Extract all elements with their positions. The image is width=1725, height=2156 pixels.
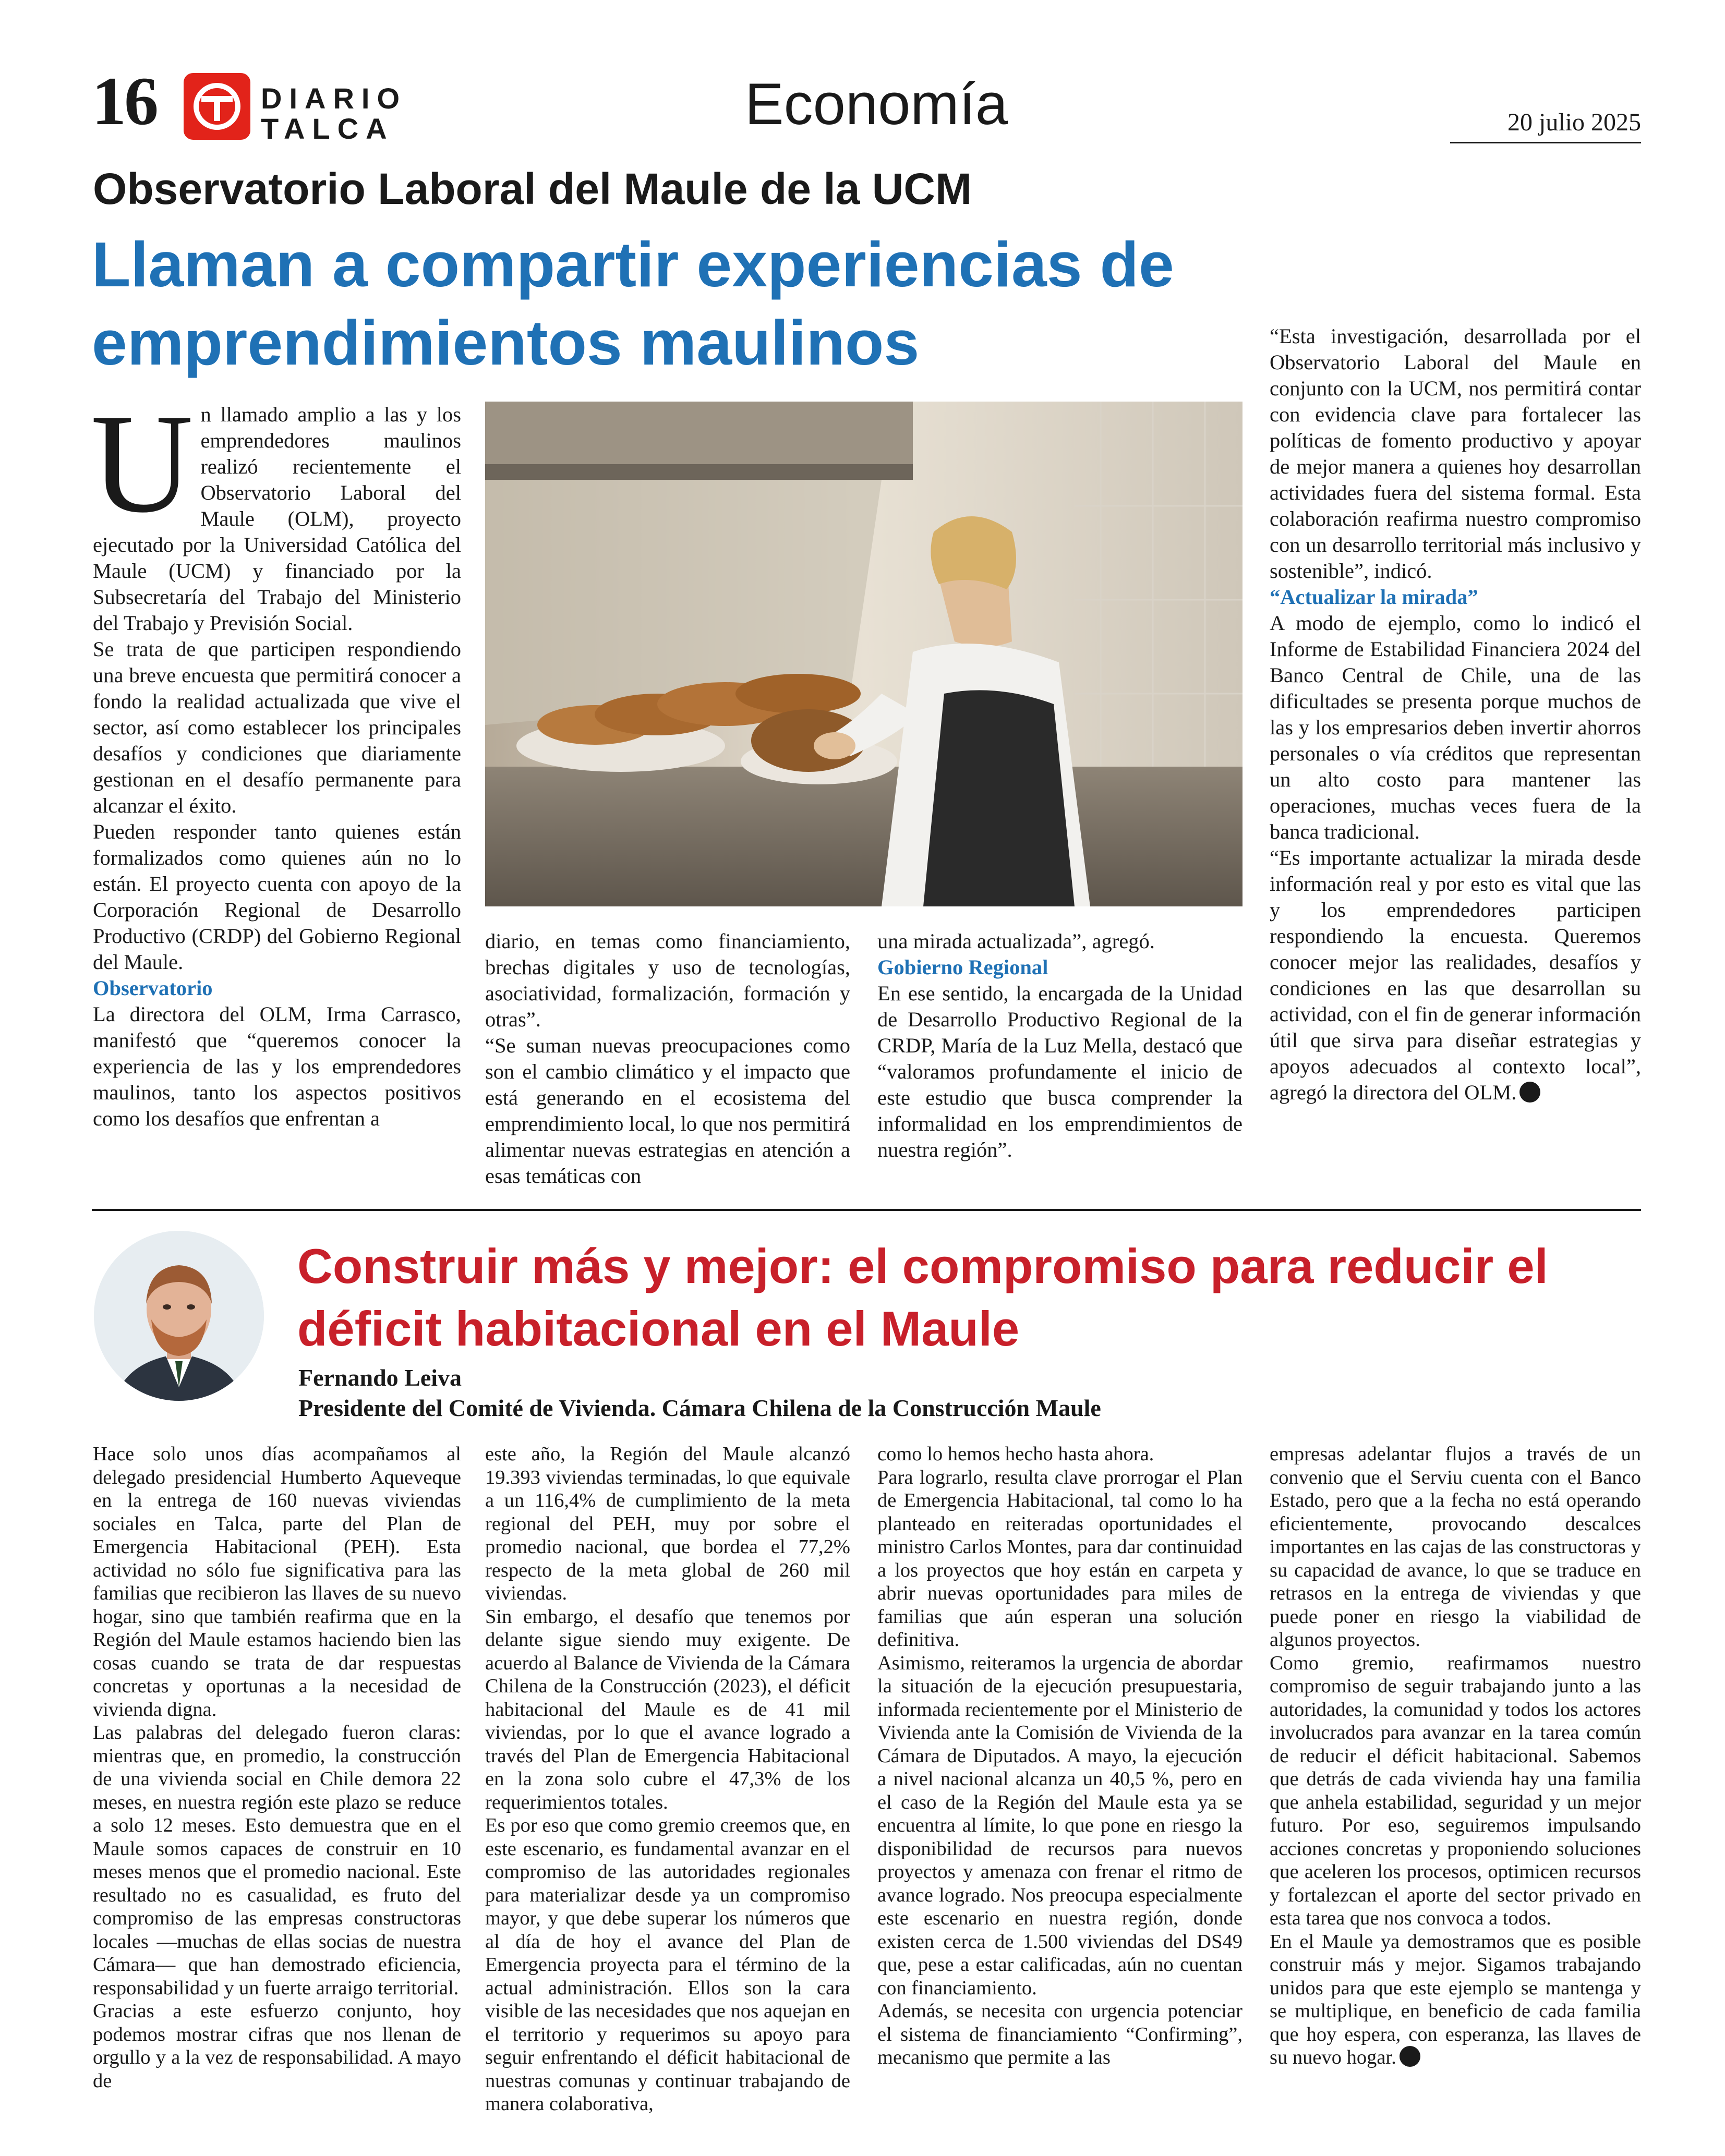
article1-col1-p4: La directora del OLM, Irma Carrasco, manifestó que “queremos conocer la experiencia de las y los emprendedores maulinos, tanto los aspectos positivos como los desafíos que enfrentan a <box>93 1002 461 1130</box>
article2-col3-p3: Asimismo, reiteramos la urgencia de abordar la situación de la ejecución presupuestaria, informada recientemente por el Ministerio de Vivienda ante la Comisión de Vivienda de la Cámara de Diputados. A mayo, la ejecución a nivel nacional alcanza un 40,5 %, pero en el caso de la Región del Maule esta ya se encuentra al límite, lo que pone en riesgo la disponibilidad de recursos para nuevos proyectos y amenaza con frenar el ritmo de avance logrado. Nos preocupa especialmente este escenario en nuestra región, donde existen cerca de 1.500 viviendas del DS49 que, pese a estar calificadas, aún no cuentan con financiamiento. <box>877 1652 1243 1999</box>
article2-col2-p3: Es por eso que como gremio creemos que, en este escenario, es fundamental avanzar en el compromiso de las autoridades regionales para materializar desde ya un compromiso mayor, y que debe superar los números que al día de hoy el avance del Plan de Emergencia proyecta para el término de la actual administración. Ellos son la cara visible de las necesidades que nos aquejan en el territorio y requerimos su apoyo para seguir enfrentando el déficit habitacional de nuestras comunas y continuar trabajando de manera colaborativa, <box>485 1814 850 2115</box>
article1-col2-p1: diario, en temas como financiamiento, brechas digitales y uso de tecnologías, asociatividad, formalización, formación y otras”. <box>485 929 850 1031</box>
article1-subhead-actualizar-la-mirada: “Actualizar la mirada” <box>1270 585 1478 609</box>
logo-line-1: DIARIO <box>261 82 407 115</box>
article2-col1-p1: Hace solo unos días acompañamos al delegado presidencial Humberto Aqueveque en la entrega de 160 nuevas viviendas sociales en Talca, parte del Plan de Emergencia Habitacional (PEH). Esta actividad no sólo fue significativa para las familias que recibieron las llaves de su nuevo hogar, sino que también reafirma que en la Región del Maule estamos haciendo bien las cosas cuando se trata de dar respuestas concretas y oportunas a la necesidad de vivienda digna. <box>93 1443 461 1721</box>
baker-photo <box>485 402 1243 906</box>
article2-col1-p3: Gracias a este esfuerzo conjunto, hoy podemos mostrar cifras que nos llenan de orgullo y a la vez de responsabilidad. A mayo de <box>93 2000 461 2092</box>
article2-col1-p2: Las palabras del delegado fueron claras: mientras que, en promedio, la construcción de una vivienda social en Chile demora 22 meses, en nuestra región este plazo se reduce a solo 12 meses. Esto demuestra que en el Maule somos capaces de construir en 10 meses menos que el promedio nacional. Este resultado no es casualidad, es fruto del compromiso de las empresas constructoras locales —muchas de ellas socias de nuestra Cámara— que han demostrado eficiencia, responsabilidad y un fuerte arraigo territorial. <box>93 1722 461 1999</box>
article2-column-3 <box>877 1443 1243 2069</box>
article1-col3-p1: una mirada actualizada”, agregó. <box>877 929 1155 953</box>
article2-col4-p2: Como gremio, reafirmamos nuestro compromiso de seguir trabajando junto a las autoridades, la comunidad y todos los actores involucrados para avanzar en la tarea común de reducir el déficit habitacional. Sabemos que detrás de cada vivienda hay una familia que anhela estabilidad, seguridad y un mejor futuro. Por eso, seguiremos impulsando acciones concretas y proponiendo soluciones que aceleren los procesos, optimicen recursos y fortalezcan el aporte del sector privado en esta tarea que nos convoca a todos. <box>1270 1652 1641 1929</box>
author-role: Presidente del Comité de Vivienda. Cámara Chilena de la Construcción Maule <box>298 1395 1101 1421</box>
article-separator <box>92 1209 1641 1211</box>
article1-subhead-gobierno-regional: Gobierno Regional <box>877 955 1048 979</box>
date-rule <box>1450 142 1641 143</box>
article2-col3-p1: como lo hemos hecho hasta ahora. <box>877 1443 1154 1465</box>
article1-column-3 <box>877 928 1243 1163</box>
article2-col2-p2: Sin embargo, el desafío que tenemos por delante sigue siendo muy exigente. De acuerdo al Balance de Vivienda de la Cámara Chilena de la Construcción (2023), el déficit habitacional del Maule es de 41 mil viviendas, por lo que el avance logrado a través del Plan de Emergencia Habitacional en la zona solo cubre el 47,3% de los requerimientos totales. <box>485 1605 850 1813</box>
article2-column-1 <box>93 1443 461 2092</box>
article2-col4-p3: En el Maule ya demostramos que es posible construir más y mejor. Sigamos trabajando unidos para que este ejemplo se mantenga y se multiplique, en beneficio de cada familia que hoy espera, con esperanza, las llaves de su nuevo hogar. <box>1270 1930 1641 2068</box>
article1-column-1 <box>91 385 461 1132</box>
article1-headline: Llaman a compartir experiencias de emprendimientos maulinos <box>92 229 1174 378</box>
author-name: Fernando Leiva <box>298 1364 462 1391</box>
page-number: 16 <box>92 63 156 139</box>
article2-col3-p4: Además, se necesita con urgencia potenciar el sistema de financiamiento “Confirming”, mecanismo que permite a las <box>877 2000 1243 2068</box>
end-of-article-icon <box>1400 2046 1420 2067</box>
article2-column-2 <box>485 1443 850 2116</box>
logo-line-2: TALCA <box>261 112 394 145</box>
article1-column-2 <box>485 928 850 1189</box>
article1-column-4 <box>1270 323 1641 1106</box>
issue-date: 20 julio 2025 <box>1507 108 1641 136</box>
article2-headline: Construir más y mejor: el compromiso para reducir el déficit habitacional en el Maule <box>297 1239 1548 1356</box>
section-title: Economía <box>744 71 1008 137</box>
article1-col1-p1: n llamado amplio a las y los emprendedores maulinos realizó recientemente el Observatorio Laboral del Maule (OLM), proyecto ejecutado por la Universidad Católica del Maule (UCM) y financiado por la Subsecretaría del Trabajo del Ministerio del Trabajo y Previsión Social. <box>93 403 461 635</box>
article2-col4-p1: empresas adelantar flujos a través de un convenio que el Serviu cuenta con el Banco Estado, pero que a la fecha no está operando eficientemente, provocando descalces importantes en las cajas de las constructoras y su capacidad de avance, lo que se traduce en retrasos en la entrega de viviendas y que puede poner en riesgo la viabilidad de algunos proyectos. <box>1270 1443 1641 1651</box>
article1-kicker: Observatorio Laboral del Maule de la UCM <box>93 164 972 213</box>
author-portrait <box>94 1231 264 1401</box>
article1-col1-p3: Pueden responder tanto quienes están formalizados como quienes aún no lo están. El proyecto cuenta con apoyo de la Corporación Regional de Desarrollo Productivo (CRDP) del Gobierno Regional del Maule. <box>93 820 461 974</box>
article2-col2-p1: este año, la Región del Maule alcanzó 19.393 viviendas terminadas, lo que equivale a un 116,4% de cumplimiento de la meta regional del PEH, muy por sobre el promedio nacional, que bordea el 77,2% respecto de la meta global de 260 mil viviendas. <box>485 1443 850 1604</box>
article1-col1-p2: Se trata de que participen respondiendo una breve encuesta que permitirá conocer a fondo la realidad actualizada que vive el sector, así como establecer los principales desafíos y condiciones que diariamente gestionan en el desafío permanente para alcanzar el éxito. <box>93 637 461 817</box>
article1-col2-p2: “Se suman nuevas preocupaciones como son el cambio climático y el impacto que está generando en el ecosistema del emprendimiento local, lo que nos permitirá alimentar nuevas estrategias en atención a esas temáticas con <box>485 1034 850 1188</box>
article1-col3-p2: En ese sentido, la encargada de la Unidad de Desarrollo Productivo Regional de la CRDP, María de la Luz Mella, destacó que “valoramos profundamente el inicio de este estudio que busca comprender la informalidad en los emprendimientos de nuestra región”. <box>877 982 1243 1161</box>
end-of-article-icon <box>1519 1082 1540 1103</box>
diario-talca-logo-icon <box>184 73 250 140</box>
article2-col3-p2: Para lograrlo, resulta clave prorrogar el Plan de Emergencia Habitacional, tal como lo ha planteado en reiteradas oportunidades el ministro Carlos Montes, para dar continuidad a los proyectos que hoy están en carpeta y abrir nuevas oportunidades para miles de familias que aún esperan una solución definitiva. <box>877 1466 1243 1651</box>
dropcap: U <box>91 385 194 542</box>
article2-column-4 <box>1270 1443 1641 2069</box>
article1-col4-p2: A modo de ejemplo, como lo indicó el Informe de Estabilidad Financiera 2024 del Banco Central de Chile, una de las dificultades se presenta porque muchos de las y los empresarios deben invertir ahorros personales o vía créditos que representan un alto costo para mantener las operaciones, muchas veces fuera de la banca tradicional. <box>1270 611 1641 843</box>
logo-wordmark <box>261 83 407 144</box>
article1-col4-p3: “Es importante actualizar la mirada desde información real y por esto es vital que las y los emprendedores participen respondiendo la encuesta. Queremos conocer mejor las realidades, desafíos y condiciones en las que desarrollan su actividad, con el fin de generar información útil que sirva para diseñar estrategias y apoyos adecuados al contexto local”, agregó la directora del OLM. <box>1270 846 1641 1104</box>
article1-subhead-observatorio: Observatorio <box>93 976 213 1000</box>
article1-col4-p1: “Esta investigación, desarrollada por el Observatorio Laboral del Maule en conjunto con la UCM, nos permitirá contar con evidencia clave para fortalecer las políticas de fomento productivo y apoyar de mejor manera a quienes hoy desarrollan actividades fuera del sistema formal. Esta colaboración reafirma nuestro compromiso con un desarrollo territorial más inclusivo y sostenible”, indicó. <box>1270 324 1641 583</box>
